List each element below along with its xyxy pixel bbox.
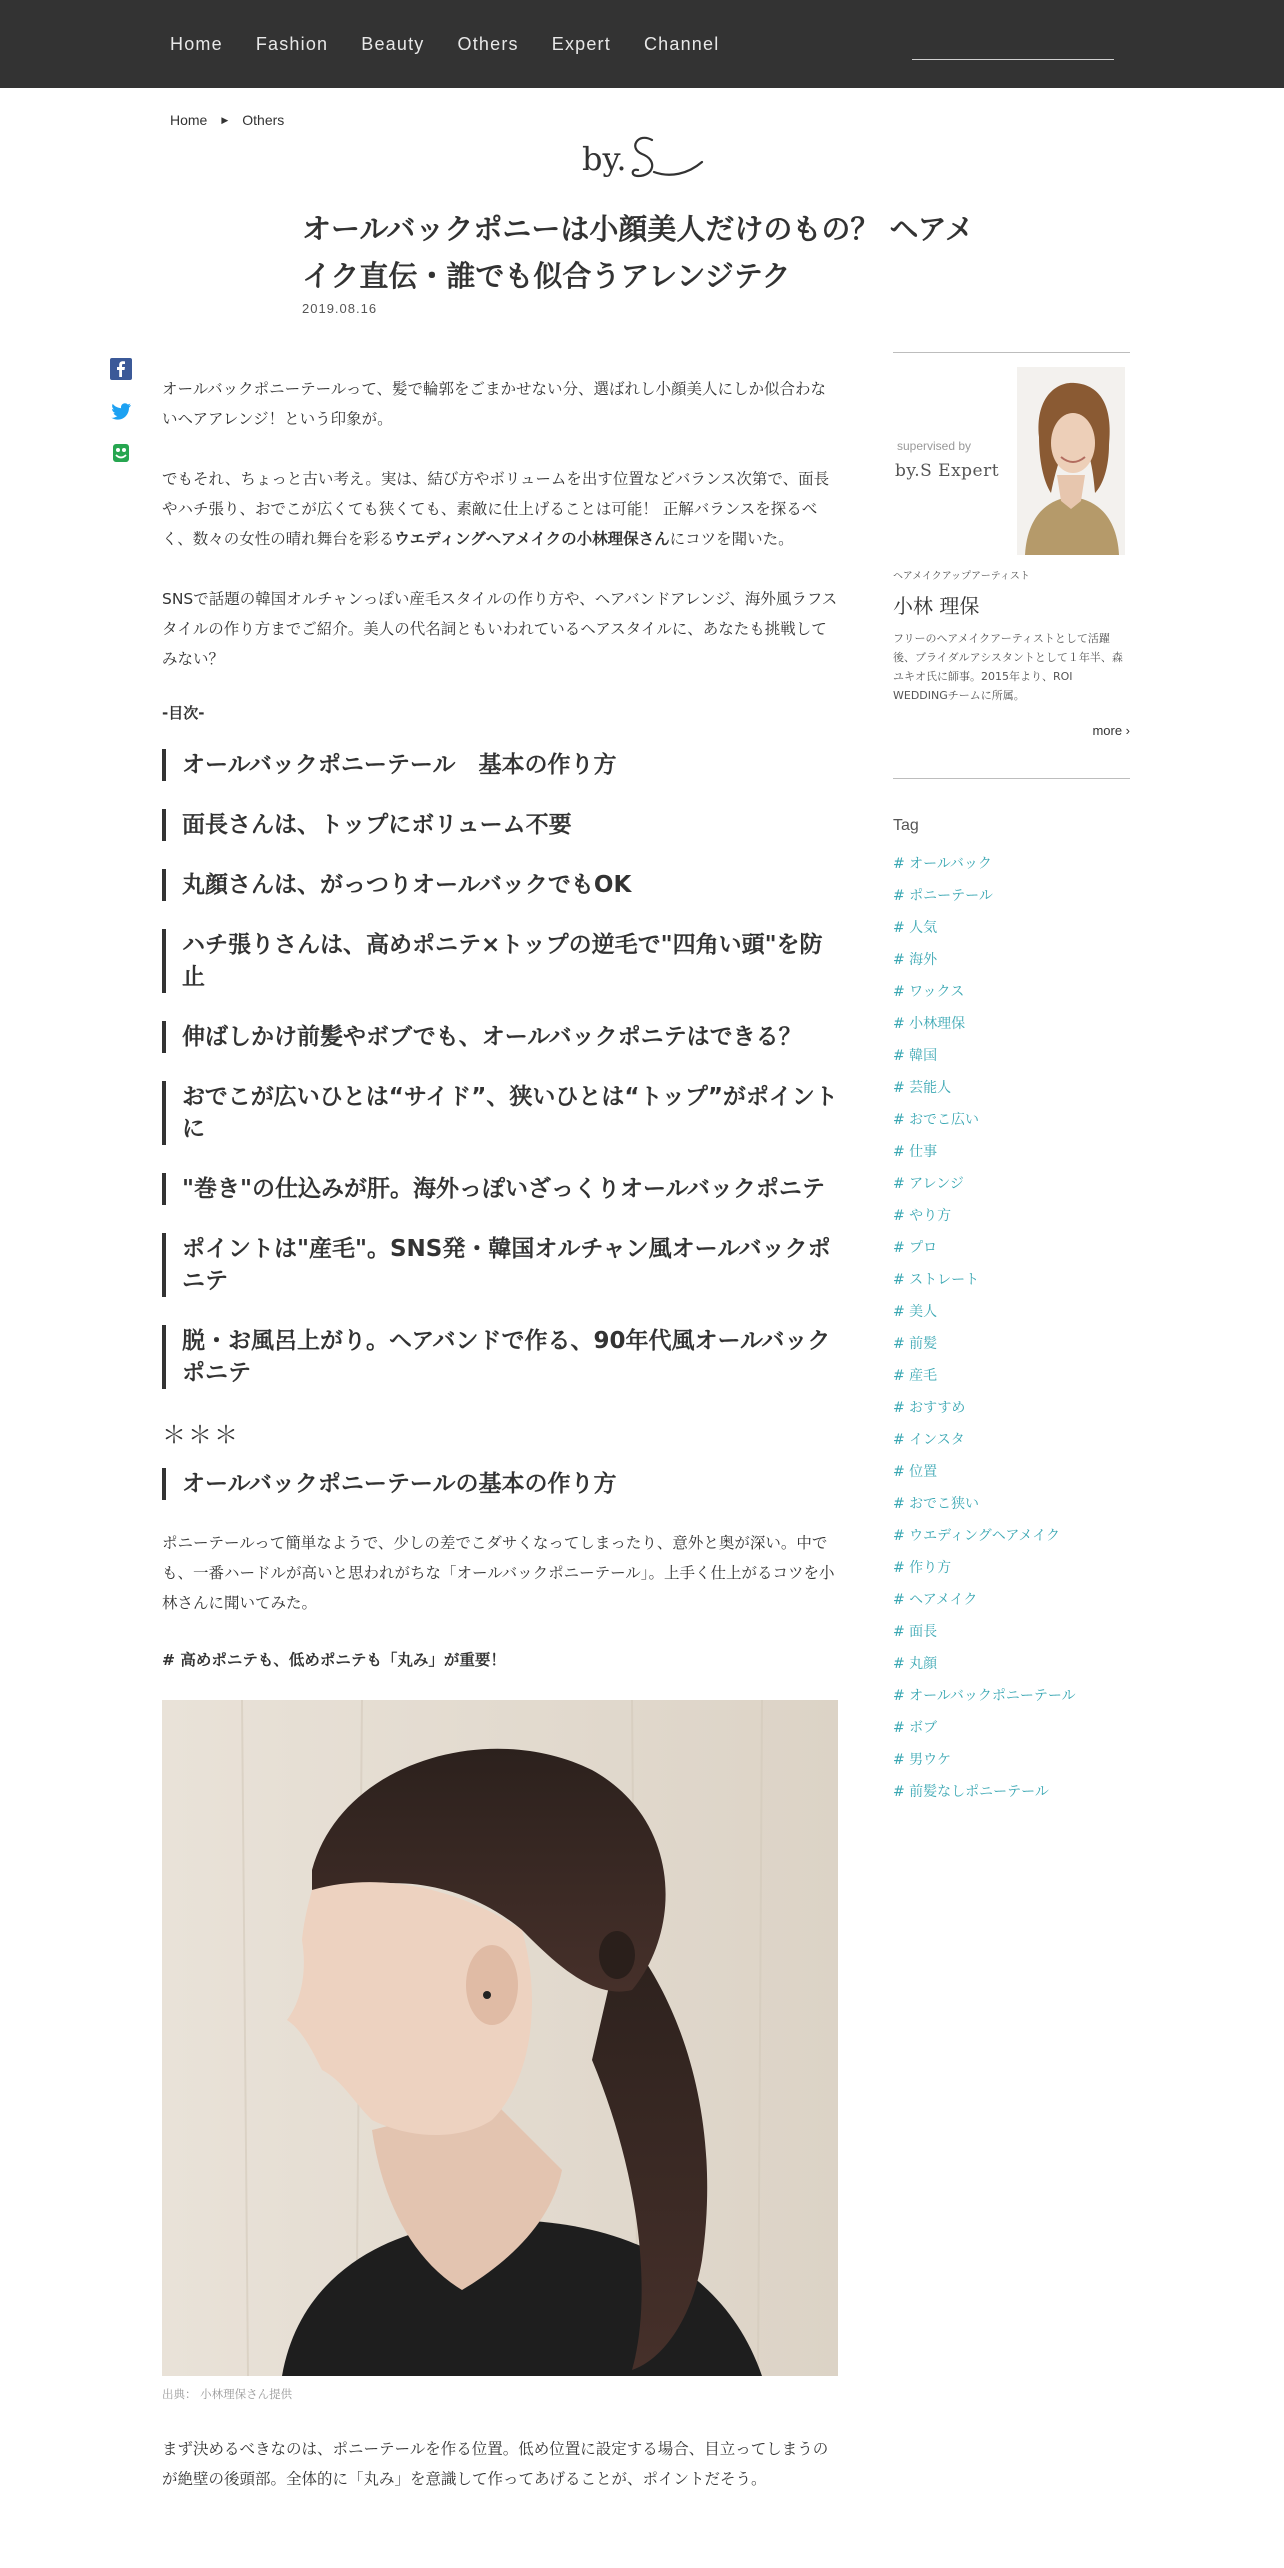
- tag-link[interactable]: # 前髪: [893, 1336, 938, 1352]
- toc-item[interactable]: ポイントは"産毛"。SNS発・韓国オルチャン風オールバックポニテ: [162, 1233, 838, 1297]
- nav-others[interactable]: Others: [457, 33, 519, 54]
- nav-beauty[interactable]: Beauty: [361, 33, 425, 54]
- nav-fashion[interactable]: Fashion: [255, 33, 329, 54]
- toc-item[interactable]: ハチ張りさんは、高めポニテ×トップの逆毛で"四角い頭"を防止: [162, 929, 838, 993]
- tag-link[interactable]: # ポニーテール: [893, 888, 993, 904]
- tag-link[interactable]: # 前髪なしポニーテール: [893, 1784, 1049, 1800]
- section-heading: オールバックポニーテールの基本の作り方: [162, 1468, 838, 1500]
- tag-link[interactable]: # オールバックポニーテール: [893, 1688, 1076, 1704]
- supervised-label: supervised by: [897, 439, 972, 453]
- toc-title: -目次-: [162, 704, 205, 722]
- tag-link[interactable]: # インスタ: [893, 1432, 965, 1448]
- tag-link[interactable]: # ワックス: [893, 984, 965, 1000]
- expert-highlight: ウエディングヘアメイクの小林理保さん: [394, 530, 670, 548]
- nav-expert[interactable]: Expert: [551, 33, 611, 54]
- tag-link[interactable]: # 韓国: [893, 1048, 938, 1064]
- tag-link[interactable]: # プロ: [893, 1240, 938, 1256]
- table-of-contents: [162, 749, 838, 1389]
- article-date: 2019.08.16: [302, 301, 378, 316]
- tag-link[interactable]: # ボブ: [893, 1720, 938, 1736]
- expert-logo: by.S Expert: [895, 461, 1000, 481]
- tag-link[interactable]: # ストレート: [893, 1272, 980, 1288]
- tag-link[interactable]: # 産毛: [893, 1368, 938, 1384]
- tag-link[interactable]: # 海外: [893, 952, 938, 968]
- tag-link[interactable]: # 仕事: [893, 1144, 938, 1160]
- tag-link[interactable]: # オールバック: [893, 856, 992, 872]
- toc-item[interactable]: 丸顔さんは、がっつりオールバックでもOK: [162, 869, 838, 901]
- article-title: オールバックポニーは小顔美人だけのもの？ ヘアメイク直伝・誰でも似合うアレンジテク: [302, 212, 974, 293]
- line-icon[interactable]: [110, 442, 132, 464]
- toc-item[interactable]: 脱・お風呂上がり。ヘアバンドで作る、90年代風オールバックポニテ: [162, 1325, 838, 1389]
- tag-link[interactable]: # おでこ狭い: [893, 1496, 980, 1512]
- expert-name[interactable]: 小林 理保: [893, 594, 980, 618]
- site-logo[interactable]: [578, 126, 708, 186]
- breadcrumb: [170, 112, 284, 128]
- tag-link[interactable]: # 美人: [893, 1304, 938, 1320]
- tag-link[interactable]: # 小林理保: [893, 1016, 966, 1032]
- tag-link[interactable]: # 男ウケ: [893, 1752, 952, 1768]
- top-navigation-bar: [0, 0, 1284, 88]
- share-buttons: [110, 358, 132, 484]
- tag-link[interactable]: # 丸顔: [893, 1656, 938, 1672]
- toc-item[interactable]: "巻き"の仕込みが肝。海外っぽいざっくりオールバックポニテ: [162, 1173, 838, 1205]
- tag-link[interactable]: # 位置: [893, 1464, 938, 1480]
- toc-item[interactable]: 伸ばしかけ前髪やボブでも、オールバックポニテはできる？: [162, 1021, 838, 1053]
- toc-item[interactable]: オールバックポニーテール 基本の作り方: [162, 749, 838, 781]
- article-body: [162, 374, 838, 2524]
- expert-card: [893, 353, 1130, 563]
- nav-channel[interactable]: Channel: [643, 33, 720, 54]
- tag-link[interactable]: # おすすめ: [893, 1400, 966, 1416]
- intro-paragraph-1: オールバックポニーテールって、髪で輪郭をごまかせない分、選ばれし小顔美人にしか似合わないヘアアレンジ！という印象が。: [162, 380, 827, 428]
- sidebar: [893, 352, 1130, 1815]
- section-divider: ＊＊＊: [162, 1421, 240, 1449]
- expert-portrait[interactable]: [1017, 367, 1125, 555]
- nav-home[interactable]: Home: [170, 33, 223, 54]
- toc-item[interactable]: 面長さんは、トップにボリューム不要: [162, 809, 838, 841]
- tag-link[interactable]: # やり方: [893, 1208, 952, 1224]
- tag-heading: Tag: [893, 817, 919, 834]
- more-link[interactable]: more ›: [1092, 723, 1130, 738]
- twitter-icon[interactable]: [110, 400, 132, 422]
- intro-paragraph-3: SNSで話題の韓国オルチャンっぽい産毛スタイルの作り方や、ヘアバンドアレンジ、海外風ラフスタイルの作り方までご紹介。美人の代名詞ともいわれているヘアスタイルに、あなたも挑戦してみない？: [162, 590, 838, 668]
- tag-list: [893, 855, 1130, 1801]
- facebook-icon[interactable]: [110, 358, 132, 380]
- hairstyle-photo: [162, 1700, 838, 2376]
- tag-link[interactable]: # おでこ広い: [893, 1112, 980, 1128]
- tag-link[interactable]: # 芸能人: [893, 1080, 952, 1096]
- section-paragraph: ポニーテールって簡単なようで、少しの差でこダサくなってしまったり、意外と奥が深い。中でも、一番ハードルが高いと思われがちな「オールバックポニーテール」。上手く仕上がるコツを小林さんに聞いてみた。: [162, 1534, 835, 1612]
- tag-link[interactable]: # ヘアメイク: [893, 1592, 978, 1608]
- toc-item[interactable]: おでこが広いひとは“サイド”、狭いひとは“トップ”がポイントに: [162, 1081, 838, 1145]
- after-photo-paragraph: まず決めるべきなのは、ポニーテールを作る位置。低め位置に設定する場合、目立ってしまうのが絶壁の後頭部。全体的に「丸み」を意識して作ってあげることが、ポイントだそう。: [162, 2440, 829, 2488]
- search-input[interactable]: [913, 36, 1118, 58]
- expert-bio: フリーのヘアメイクアーティストとして活躍後、ブライダルアシスタントとして１年半、森ユキオ氏に師事。2015年より、ROI WEDDINGチームに所属。: [893, 632, 1123, 702]
- breadcrumb-arrow-icon: ▶: [221, 114, 229, 125]
- main-nav: [170, 0, 752, 88]
- tag-link[interactable]: # 作り方: [893, 1560, 952, 1576]
- search-box: [912, 34, 1114, 60]
- subheading: # 高めポニテも、低めポニテも「丸み」が重要！: [162, 1651, 506, 1669]
- tag-link[interactable]: # 人気: [893, 920, 938, 936]
- breadcrumb-home[interactable]: Home: [170, 112, 208, 128]
- photo-credit: 出典： 小林理保さん提供: [162, 2387, 293, 2401]
- expert-role: ヘアメイクアップアーティスト: [893, 571, 1030, 582]
- tag-link[interactable]: # アレンジ: [893, 1176, 964, 1192]
- intro-paragraph-2: でもそれ、ちょっと古い考え。実は、結び方やボリュームを出す位置などバランス次第で、面長やハチ張り、おでこが広くても狭くても、素敵に仕上げることは可能！ 正解バランスを探るべく、数々の女性の晴れ舞台を彩るウエディングヘアメイクの小林理保さんにコツを聞いた。: [162, 470, 830, 548]
- breadcrumb-current[interactable]: Others: [242, 112, 285, 128]
- svg-text:by.: by.: [582, 140, 627, 178]
- tag-link[interactable]: # 面長: [893, 1624, 938, 1640]
- tag-link[interactable]: # ウエディングヘアメイク: [893, 1528, 1060, 1544]
- sidebar-divider: [893, 778, 1130, 779]
